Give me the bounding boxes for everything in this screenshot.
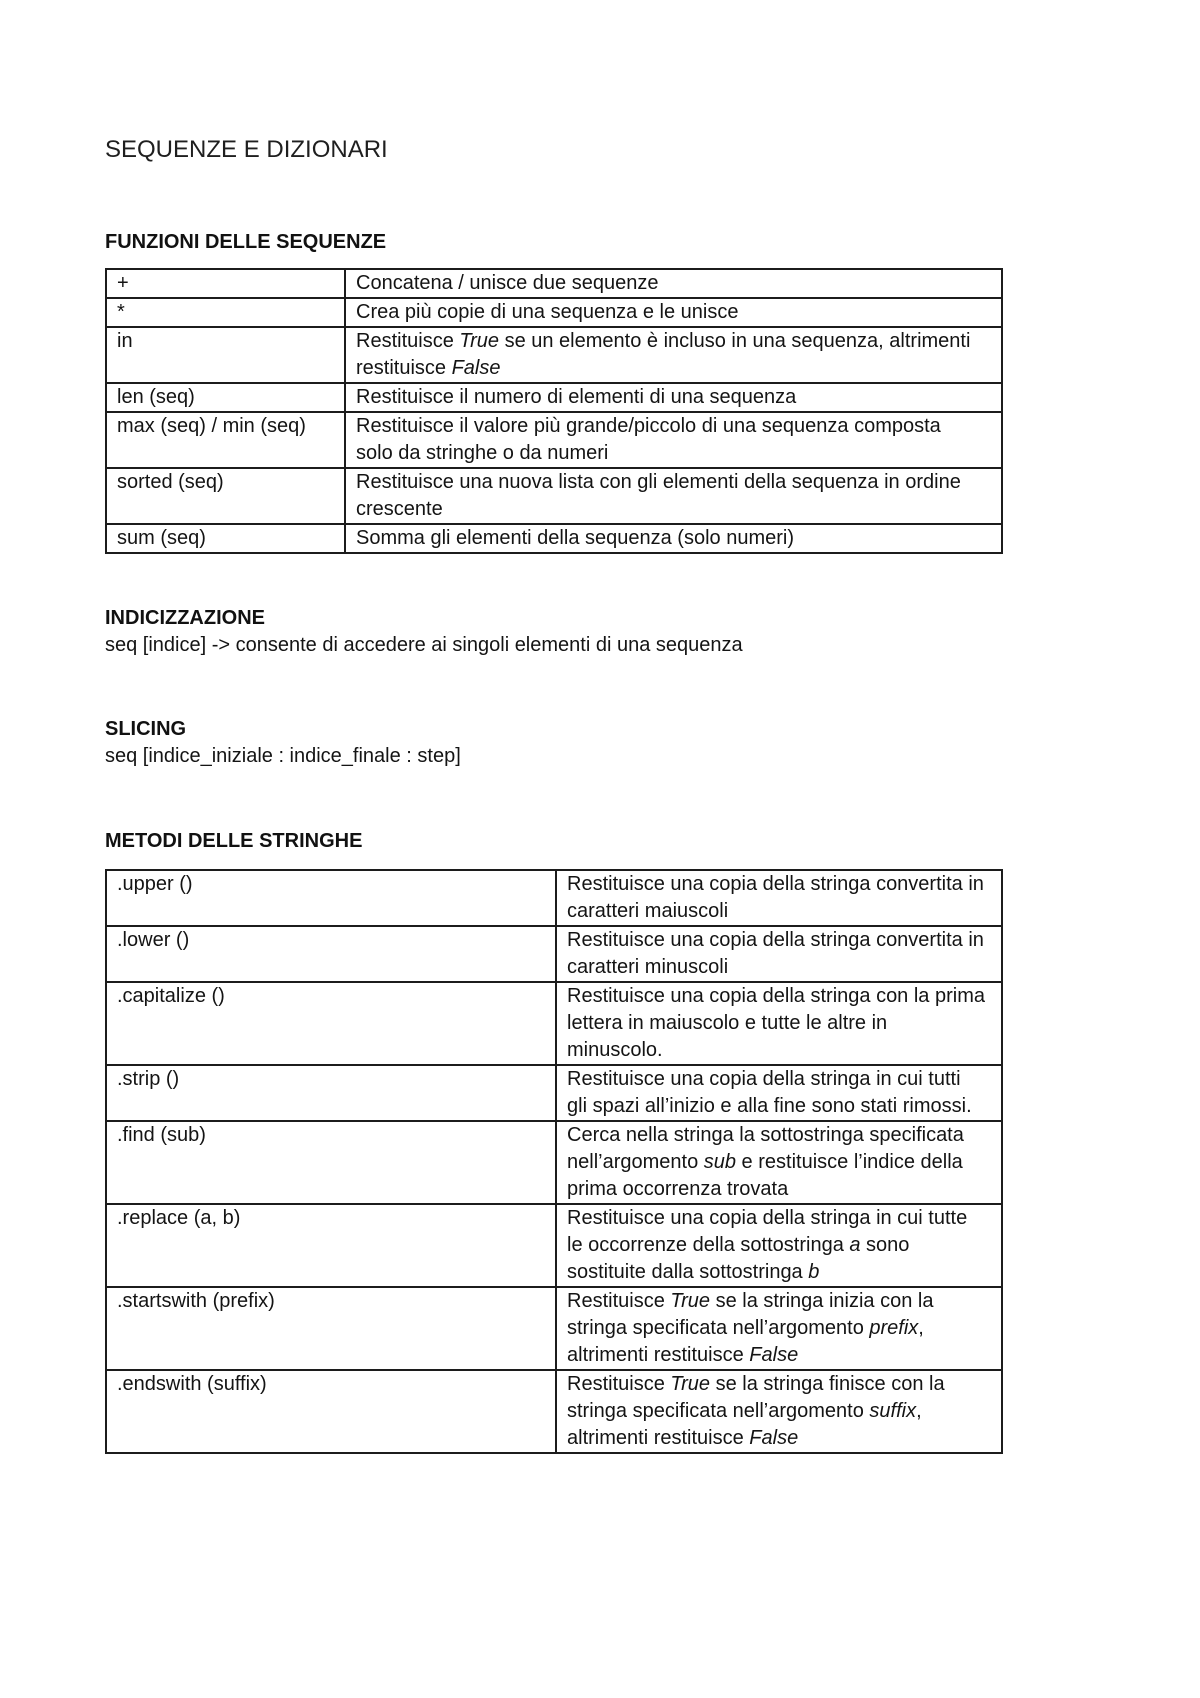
- function-description-cell: Restituisce una nuova lista con gli elementi della sequenza in ordine crescente: [345, 468, 1002, 524]
- italic-term: True: [459, 330, 500, 352]
- table-row: [106, 1121, 1002, 1204]
- text-run: Restituisce: [567, 1290, 671, 1312]
- section-heading-sequence-functions: FUNZIONI DELLE SEQUENZE: [105, 231, 387, 253]
- table-row: [106, 1204, 1002, 1287]
- indexing-section: [105, 605, 1003, 659]
- indexing-syntax: seq [indice] -> consente di accedere ai singoli elementi di una sequenza: [105, 634, 743, 656]
- italic-term: True: [670, 1290, 711, 1312]
- table-row: [106, 926, 1002, 982]
- table-row: [106, 468, 1002, 524]
- function-description-cell: Somma gli elementi della sequenza (solo numeri): [345, 524, 1002, 553]
- function-name-cell: max (seq) / min (seq): [106, 412, 345, 468]
- text-run: Restituisce una copia della stringa in cui tutte le occorrenze della sottostringa: [567, 1207, 968, 1256]
- italic-term: False: [749, 1344, 799, 1366]
- italic-term: False: [451, 357, 501, 379]
- text-run: Restituisce: [356, 330, 460, 352]
- string-methods-table: [105, 869, 1003, 1454]
- function-description-cell: [345, 327, 1002, 383]
- table-row: [106, 1287, 1002, 1370]
- method-name-cell: .lower (): [106, 926, 556, 982]
- method-description-cell: Restituisce una copia della stringa con la prima lettera in maiuscolo e tutte le altre in minuscolo.: [556, 982, 1002, 1065]
- italic-term: suffix: [869, 1400, 917, 1422]
- page-title: SEQUENZE E DIZIONARI: [105, 136, 388, 163]
- table-row: [106, 524, 1002, 553]
- method-name-cell: .startswith (prefix): [106, 1287, 556, 1370]
- method-name-cell: .replace (a, b): [106, 1204, 556, 1287]
- function-name-cell: *: [106, 298, 345, 327]
- text-run: se la stringa finisce con la stringa specificata nell’argomento: [567, 1373, 945, 1422]
- table-row: [106, 1065, 1002, 1121]
- function-name-cell: len (seq): [106, 383, 345, 412]
- slicing-syntax: seq [indice_iniziale : indice_finale : step]: [105, 745, 461, 767]
- function-description-cell: Concatena / unisce due sequenze: [345, 269, 1002, 298]
- function-description-cell: Restituisce il numero di elementi di una sequenza: [345, 383, 1002, 412]
- text-run: Restituisce: [567, 1373, 671, 1395]
- method-description-cell: [556, 1370, 1002, 1453]
- function-name-cell: sum (seq): [106, 524, 345, 553]
- text-run: , altrimenti restituisce: [567, 1317, 924, 1366]
- method-description-cell: Restituisce una copia della stringa in cui tutti gli spazi all’inizio e alla fine sono stati rimossi.: [556, 1065, 1002, 1121]
- italic-term: True: [670, 1373, 711, 1395]
- text-run: se un elemento è incluso in una sequenza, altrimenti restituisce: [356, 330, 971, 379]
- method-name-cell: .endswith (suffix): [106, 1370, 556, 1453]
- function-name-cell: in: [106, 327, 345, 383]
- method-description-cell: Restituisce una copia della stringa convertita in caratteri minuscoli: [556, 926, 1002, 982]
- sequence-functions-table: [105, 268, 1003, 554]
- text-run: Cerca nella stringa la sottostringa specificata nell’argomento: [567, 1124, 964, 1173]
- text-run: sono sostituite dalla sottostringa: [567, 1234, 910, 1283]
- method-name-cell: .capitalize (): [106, 982, 556, 1065]
- table-row: [106, 982, 1002, 1065]
- method-name-cell: .strip (): [106, 1065, 556, 1121]
- method-name-cell: .find (sub): [106, 1121, 556, 1204]
- function-name-cell: sorted (seq): [106, 468, 345, 524]
- function-description-cell: Crea più copie di una sequenza e le unisce: [345, 298, 1002, 327]
- italic-term: b: [808, 1261, 820, 1283]
- method-description-cell: [556, 1121, 1002, 1204]
- method-description-cell: Restituisce una copia della stringa convertita in caratteri maiuscoli: [556, 870, 1002, 926]
- text-run: se la stringa inizia con la stringa specificata nell’argomento: [567, 1290, 934, 1339]
- function-description-cell: Restituisce il valore più grande/piccolo di una sequenza composta solo da stringhe o da numeri: [345, 412, 1002, 468]
- method-name-cell: .upper (): [106, 870, 556, 926]
- table-row: [106, 269, 1002, 298]
- section-heading-slicing: SLICING: [105, 718, 187, 740]
- section-heading-string-methods: METODI DELLE STRINGHE: [105, 830, 363, 852]
- table-row: [106, 1370, 1002, 1453]
- table-row: [106, 298, 1002, 327]
- method-description-cell: [556, 1204, 1002, 1287]
- table-row: [106, 870, 1002, 926]
- table-row: [106, 412, 1002, 468]
- italic-term: a: [849, 1234, 861, 1256]
- function-name-cell: +: [106, 269, 345, 298]
- italic-term: sub: [703, 1151, 736, 1173]
- italic-term: False: [749, 1427, 799, 1449]
- table-row: [106, 327, 1002, 383]
- slicing-section: [105, 716, 1003, 770]
- method-description-cell: [556, 1287, 1002, 1370]
- text-run: e restituisce l’indice della prima occorrenza trovata: [567, 1151, 963, 1200]
- table-row: [106, 383, 1002, 412]
- text-run: , altrimenti restituisce: [567, 1400, 922, 1449]
- section-heading-indexing: INDICIZZAZIONE: [105, 607, 265, 629]
- italic-term: prefix: [869, 1317, 919, 1339]
